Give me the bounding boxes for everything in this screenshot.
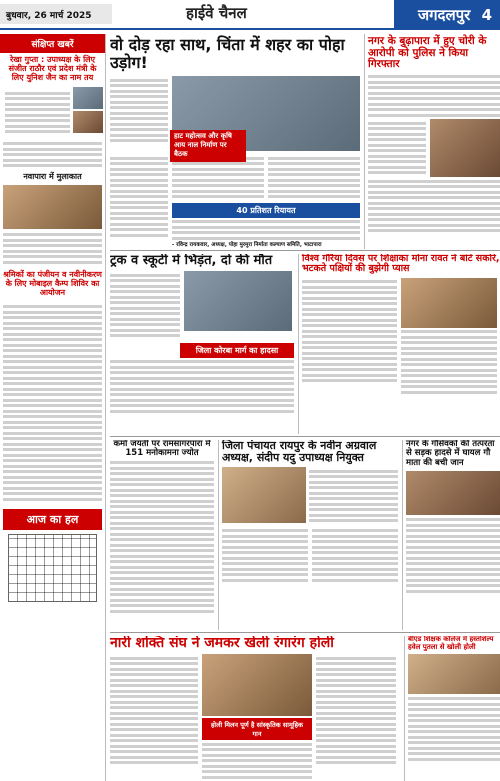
cow-body bbox=[406, 518, 500, 593]
holi-inset: होली मिलन पूर्ण है सांस्कृतिक सामूहिक गान bbox=[202, 718, 312, 740]
section-name: हाईवे चैनल bbox=[186, 4, 247, 22]
portrait-photo bbox=[73, 111, 103, 133]
bed-college-body bbox=[408, 697, 500, 761]
panchayat-headline: जिला पंचायत रायपुर के नवीन अग्रवाल अध्यक्ष, संदीप यदु उपाध्यक्ष नियुक्त bbox=[222, 440, 377, 465]
rule bbox=[110, 436, 500, 437]
holi-body1 bbox=[110, 654, 198, 781]
quote-credit: - रविन्द्र रायकवार, अध्यक्ष, पोहा मुरमुरा निर्माता कल्याण समिति, भाटापारा bbox=[172, 242, 322, 249]
theft-body3 bbox=[368, 180, 500, 233]
sparrow-story bbox=[298, 254, 500, 434]
accident-story bbox=[110, 254, 294, 434]
rule bbox=[110, 250, 500, 251]
story3-body bbox=[0, 301, 105, 506]
bed-college-headline: बीएड शिक्षक कॉलेज में हस्तशिल्प हवेल पुतला से खोली होली bbox=[408, 636, 494, 651]
masthead bbox=[394, 0, 500, 28]
story1-body bbox=[2, 87, 73, 138]
holi-story bbox=[110, 636, 400, 781]
quote-body bbox=[172, 220, 360, 240]
karma-story bbox=[110, 440, 214, 630]
page-number: 4 bbox=[481, 6, 492, 24]
story2-title: नवापारा में मुलाकात bbox=[23, 171, 82, 181]
college-photo bbox=[408, 654, 500, 694]
sparrow-body2 bbox=[401, 330, 497, 394]
left-column bbox=[0, 34, 106, 781]
meeting-photo bbox=[3, 185, 102, 229]
cow-photo bbox=[406, 471, 500, 515]
story1-title: रेखा गुप्ता : उपाध्यक्ष के लिए संजीत राठौर एवं प्रदेश मंत्री के लिए युनिश जैन का नाम तय bbox=[8, 55, 97, 82]
story3-title: श्रमिकों का पंजीयन व नवीनीकरण के लिए मोबाइल कैम्प शिविर का आयोजन bbox=[3, 270, 102, 297]
portrait-photo bbox=[73, 87, 103, 109]
story1-body-cont bbox=[0, 142, 105, 167]
holi-headline: नारी शक्ति संघ ने जमकर खेली रंगारंग होली bbox=[110, 636, 334, 651]
panchayat-body3 bbox=[312, 527, 398, 585]
puzzle-heading: आज का हल bbox=[3, 509, 102, 530]
accident-photo bbox=[184, 271, 292, 331]
cow-headline: नगर के गौसेवकों की तत्परता से सड़क हादसे में घायल गौ माता की बची जान bbox=[406, 440, 495, 468]
subhead-discount: 40 प्रतिशत रियायत bbox=[172, 203, 360, 218]
brand-name: जगदलपुर bbox=[417, 6, 471, 24]
top-body-col2 bbox=[110, 154, 168, 249]
rule bbox=[110, 632, 500, 633]
top-body-col1 bbox=[110, 76, 168, 151]
theft-story bbox=[364, 34, 500, 249]
holi-body2 bbox=[202, 743, 312, 779]
panchayat-story bbox=[218, 440, 398, 630]
karma-body bbox=[110, 461, 214, 613]
top-body-col4 bbox=[268, 154, 360, 201]
puzzle-grid bbox=[8, 534, 97, 602]
accused-photo bbox=[430, 119, 500, 177]
accident-inset: जिला कोरबा मार्ग का हादसा bbox=[180, 343, 294, 358]
sparrow-body1 bbox=[302, 278, 397, 397]
holi-photo bbox=[202, 654, 312, 716]
theft-headline: नगर के बुढ़ापारा में हुए चोरी के आरोपी को पुलिस ने किया गिरफ्तार bbox=[368, 35, 487, 71]
cow-story bbox=[402, 440, 500, 630]
accident-body2 bbox=[110, 360, 294, 413]
accident-body1 bbox=[110, 271, 180, 340]
issue-date: बुधवार, 26 मार्च 2025 bbox=[0, 4, 112, 24]
theft-body2 bbox=[368, 119, 426, 177]
bed-college-story bbox=[404, 636, 500, 781]
sakore-photo bbox=[401, 278, 497, 328]
panchayat-body2 bbox=[222, 527, 308, 585]
brief-news-heading: संक्षिप्त खबरें bbox=[0, 34, 105, 53]
sparrow-headline: विश्व गौरैया दिवस पर शिक्षाका मोना रावत ने बांटे सकोरे, भटकते पक्षियों की बुझेगी प्यास bbox=[302, 254, 500, 275]
theft-body bbox=[368, 75, 500, 117]
accident-headline: ट्रक व स्कूटी में भिड़ंत, दो की मौत bbox=[110, 254, 273, 268]
story1-photo-column bbox=[73, 87, 103, 138]
inset-box-title: हाट महोत्सव और कृषि आय नाल निर्माण पर बैठक bbox=[170, 130, 246, 162]
karma-headline: कर्मा जयंती पर रामसागरपारा में 151 मनोकामना ज्योत bbox=[113, 440, 211, 459]
top-headline: वो दोड़ रहा साथ, चिंता में शहर का पोहा उड़ोग! bbox=[110, 35, 345, 72]
ceremony-photo bbox=[222, 467, 306, 523]
holi-body3 bbox=[316, 654, 396, 781]
page-header bbox=[0, 0, 500, 30]
panchayat-body1 bbox=[309, 467, 398, 525]
story2-body bbox=[0, 229, 105, 269]
